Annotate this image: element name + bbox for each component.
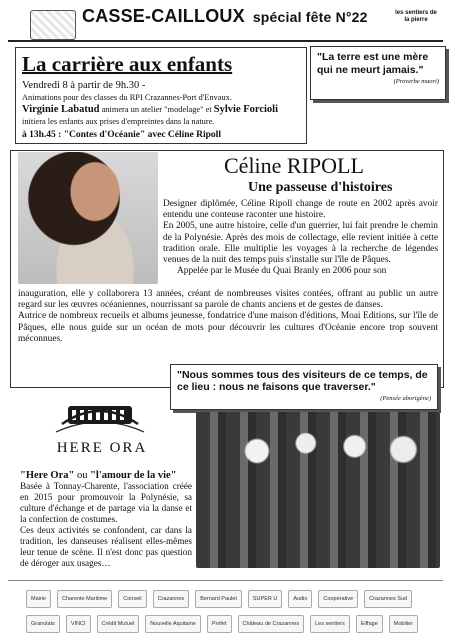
celine-portrait-photo — [18, 152, 158, 284]
celine-bio-p4: Autrice de nombreux recueils et albums jeunesse, fondatrice d'une maison d'éditions, Moai Editions, sur l'île de Pâques, elle nous guide sur un océan de mots pour découvrir les cultures d'Océanie encore trop souvent méconnues. — [18, 311, 438, 344]
polynesian-dancers-photo — [196, 412, 440, 568]
community-logo — [30, 10, 76, 40]
here-ora-p1: Basée à Tonnay-Charente, l'association créée en 2015 pour promouvoir la Polynésie, sa culture d'échange et de partage via la danse et la confection de costumes. — [20, 481, 192, 524]
celine-bio-top — [163, 199, 438, 277]
celine-bio-p2: En 2005, une autre histoire, celle d'un guerrier, lui fait prendre le chemin de la Polynésie. Après des mois de collectage, elle revient initiée à cette tradition orale. Elle multiplie les voyages à la recherche de légendes venues de la nuit des temps puis s'installe sur l'île de Pâques. — [163, 221, 438, 266]
sponsor-logo: Audio — [288, 590, 312, 608]
sponsor-logo: VINCI — [66, 615, 91, 633]
sponsor-logo: Château de Crazannes — [238, 615, 305, 633]
children-quarry-text — [22, 80, 302, 142]
celine-bio-p1: Designer diplômée, Céline Ripoll change de route en 2002 après avoir entendu une conteuse raconter une histoire. — [163, 199, 438, 221]
sponsor-logo: Nouvelle Aquitaine — [145, 615, 201, 633]
sponsor-logo: Crédit Mutuel — [97, 615, 140, 633]
sponsor-logo: Crazannes Sud — [364, 590, 412, 608]
workshop-paragraph: Virginie Labatud animera un atelier "modelage" et Sylvie Forcioli initiera les enfants aux prises d'empreintes dans la nature. — [22, 104, 279, 126]
sponsor-logo: SUPER U — [248, 590, 282, 608]
celine-bio-p3a: Appelée par le Musée du Quai Branly en 2006 pour son — [177, 266, 387, 277]
sponsor-logo: Conseil — [118, 590, 146, 608]
aboriginal-quote-box — [170, 364, 438, 410]
classes-line: Animations pour des classes du RPI Crazannes-Port d'Envaux. — [22, 92, 232, 102]
aboriginal-quote-source: (Pensée aborigène) — [380, 395, 431, 402]
masthead-title: CASSE-CAILLOUX — [82, 6, 245, 26]
footer-rule — [8, 580, 443, 581]
here-ora-p2: Ces deux activités se confondent, car dans la tradition, les danseuses réalisent elles-mêmes leur tenue de scène. Il n'est donc pas question de déroger aux usages… — [20, 525, 192, 568]
sponsor-logos — [26, 588, 442, 634]
date-line: Vendredi 8 à partir de 9h.30 - — [22, 80, 146, 91]
header-rule — [8, 40, 443, 42]
children-quarry-title: La carrière aux enfants — [22, 52, 233, 76]
celine-bio-bottom — [18, 289, 438, 345]
tales-line: à 13h.45 : "Contes d'Océanie" avec Céline Ripoll — [22, 130, 221, 140]
celine-name: Céline RIPOLL — [224, 153, 364, 178]
sponsor-logo: Préfet — [207, 615, 232, 633]
sponsor-logo: Coopérative — [318, 590, 358, 608]
masthead — [82, 6, 368, 27]
sentiers-logo: les sentiers de la pierre — [395, 10, 437, 23]
maori-quote-box — [310, 46, 446, 100]
sponsor-logo: Mobilier — [389, 615, 418, 633]
here-ora-logo-text: HERE ORA — [56, 440, 148, 456]
masthead-subtitle: spécial fête N°22 — [252, 9, 368, 25]
celine-bio-p3b: inauguration, elle y collaborera 13 années, créant de nombreuses visites contées, offrant au public un autre regard sur les œuvres océaniennes, nourrissant sa parole de chants anciens et de gestes de danses. — [18, 289, 438, 311]
sponsor-logo: Mairie — [26, 590, 51, 608]
here-ora-title: "Here Ora" ou "l'amour de la vie" — [20, 470, 177, 481]
aboriginal-quote: "Nous sommes tous des visiteurs de ce temps, de ce lieu : nous ne faisons que traverser." — [177, 369, 428, 393]
celine-subtitle: Une passeuse d'histoires — [248, 180, 393, 195]
here-ora-text — [20, 470, 192, 569]
sponsor-logo: Bernard Paulet — [195, 590, 242, 608]
sponsor-logo: Les sentiers — [310, 615, 350, 633]
maori-quote: "La terre est une mère qui ne meurt jamais." — [317, 51, 429, 76]
sponsor-logo: Charente Maritime — [57, 590, 112, 608]
sponsor-logo: Granulats — [26, 615, 60, 633]
maori-quote-source: (Proverbe maori) — [393, 78, 439, 85]
sponsor-logo: Crazannes — [153, 590, 190, 608]
sponsor-logo: Eiffage — [356, 615, 383, 633]
